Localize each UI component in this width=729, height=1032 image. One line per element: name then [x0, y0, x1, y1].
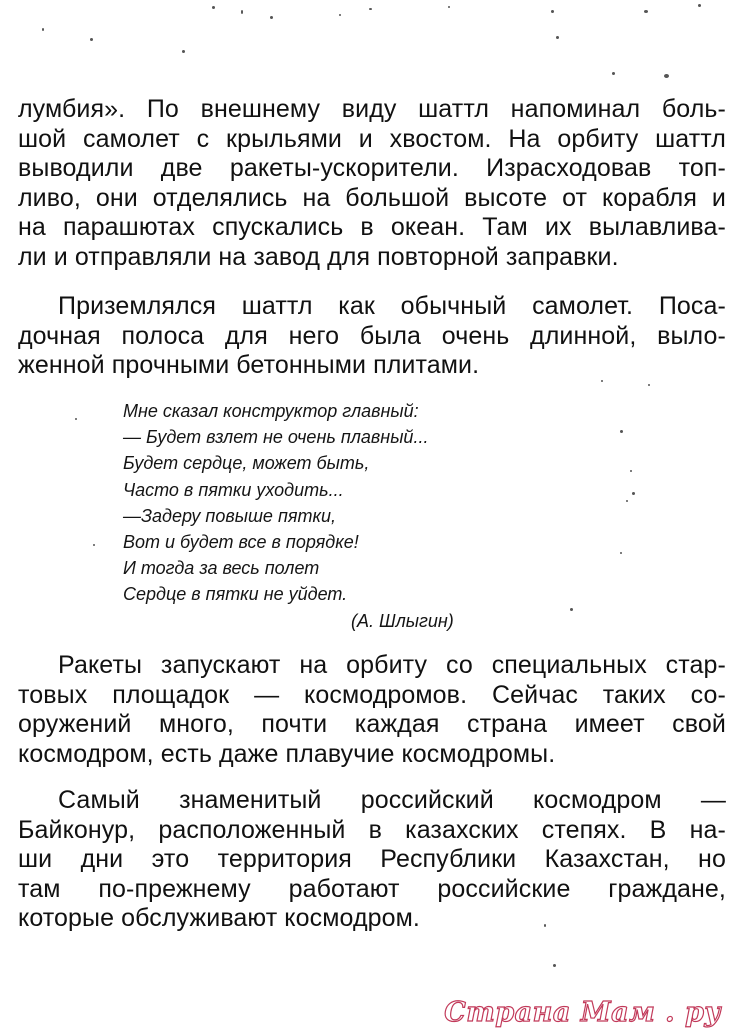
word: плавучие — [285, 739, 395, 768]
word: даже — [218, 739, 279, 768]
text-line — [18, 322, 726, 352]
word: спускались — [212, 213, 344, 241]
word: орбиту — [346, 651, 428, 679]
text-line — [18, 292, 726, 322]
word: парашютах — [63, 213, 195, 241]
scan-speck — [339, 14, 341, 16]
word: со- — [690, 680, 726, 709]
scan-speck — [570, 608, 573, 611]
word: очень — [441, 321, 510, 350]
word: ши — [18, 845, 53, 873]
scan-speck — [448, 6, 450, 8]
word: на- — [689, 815, 726, 844]
scan-speck — [212, 6, 215, 9]
word: обслуживают — [121, 904, 278, 932]
word: женной — [18, 351, 105, 379]
word: шаттл — [418, 95, 490, 123]
site-watermark: Страна Мам . ру — [444, 997, 721, 1028]
word: океан. — [390, 213, 466, 241]
word: знаменитый — [179, 786, 322, 814]
word: со — [445, 651, 473, 679]
word: граждане, — [608, 874, 726, 903]
word: страна — [467, 710, 548, 738]
text-line — [18, 845, 726, 875]
word: территория — [217, 845, 352, 873]
scan-speck — [612, 72, 615, 75]
word: орбиту — [557, 124, 639, 153]
text-line — [18, 95, 726, 125]
word: специальных — [491, 651, 647, 679]
word: это — [151, 845, 190, 873]
word: много, — [158, 710, 234, 738]
word: космодром, — [18, 739, 154, 768]
paragraph-4 — [18, 786, 726, 934]
word: космодромов. — [304, 680, 468, 709]
text-line — [18, 681, 726, 711]
word: заправки. — [505, 242, 619, 271]
word: степях. — [541, 815, 627, 844]
poem — [123, 398, 454, 634]
word: отправляли — [74, 242, 212, 271]
word: в — [368, 815, 382, 844]
word: высоте — [464, 183, 548, 212]
word: внешнему — [200, 95, 321, 123]
scan-speck — [620, 552, 622, 554]
word: длинной, — [530, 321, 637, 350]
word: крыльями — [226, 124, 342, 153]
scan-speck — [626, 500, 628, 502]
word: на — [218, 242, 247, 271]
word: дочная — [18, 321, 101, 350]
word: повторной — [377, 242, 499, 271]
word: Поса- — [658, 292, 726, 320]
scan-speck — [630, 470, 632, 472]
scan-speck — [241, 10, 243, 14]
poem-line: Часто в пятки уходить... — [123, 479, 344, 500]
word: ли — [18, 242, 47, 271]
word: вылавлива- — [588, 213, 726, 241]
scan-speck — [90, 38, 93, 41]
word: космодромы. — [401, 739, 556, 768]
scan-speck — [664, 74, 669, 78]
word: и — [711, 183, 726, 212]
word: Казахстан, — [544, 845, 670, 873]
poem-line: Мне сказал конструктор главный: — [123, 401, 419, 421]
scan-speck — [648, 384, 650, 386]
word: запускают — [160, 651, 281, 679]
scan-speck — [551, 10, 554, 13]
word: как — [338, 292, 375, 320]
word: на — [299, 651, 328, 679]
word: и — [53, 242, 68, 271]
word: самолет. — [532, 292, 634, 320]
text-line — [18, 243, 726, 273]
text-line — [18, 125, 726, 155]
word: для — [224, 321, 268, 350]
word: две — [160, 154, 203, 182]
word: плитами. — [373, 351, 480, 379]
word: Республики — [380, 845, 517, 873]
word: большой — [345, 183, 450, 212]
word: от — [562, 183, 588, 212]
scan-speck — [270, 16, 273, 19]
word: с — [196, 124, 210, 153]
word: прочными — [111, 351, 230, 379]
poem-line: Сердце в пятки не уйдет. — [123, 584, 348, 605]
scan-speck — [369, 8, 372, 10]
text-line — [18, 351, 726, 381]
word: Там — [482, 213, 528, 241]
word: шаттл — [655, 124, 726, 153]
scan-speck — [93, 544, 95, 546]
text-line — [18, 710, 726, 740]
text-line — [18, 154, 726, 184]
word: — — [700, 786, 726, 814]
word: шой — [18, 124, 67, 153]
word: российский — [360, 786, 494, 814]
word: полоса — [121, 321, 205, 350]
scan-speck — [644, 10, 648, 13]
word: которые — [18, 904, 115, 932]
text-line — [18, 875, 726, 905]
word: боль- — [661, 95, 726, 123]
word: Сейчас — [491, 680, 578, 709]
word: ливо, — [18, 183, 81, 212]
paragraph-2 — [18, 292, 726, 381]
word: площадок — [112, 680, 230, 709]
poem-line: —Задеру повыше пятки, — [123, 505, 336, 526]
word: виду — [341, 95, 397, 123]
word: ракеты-ускорители. — [229, 154, 459, 182]
word: российские — [437, 874, 571, 903]
word: работают — [288, 874, 400, 903]
word: оружений — [18, 710, 132, 738]
poem-line: Вот и будет все в порядке! — [123, 531, 359, 552]
word: обычный — [400, 292, 507, 320]
word: выводили — [18, 154, 134, 182]
text-line — [18, 816, 726, 846]
word: Байконур, — [18, 815, 136, 844]
word: В — [649, 815, 667, 844]
word: по-прежнему — [98, 874, 251, 903]
scan-speck — [620, 430, 623, 433]
word: свой — [672, 710, 726, 738]
scan-speck — [632, 492, 635, 495]
word: космодром — [533, 786, 662, 814]
poem-line: И тогда за весь полет — [123, 558, 320, 579]
scan-speck — [75, 418, 77, 420]
scan-speck — [182, 50, 185, 53]
word: напоминал — [510, 95, 641, 123]
poem-line: Будет сердце, может быть, — [123, 453, 370, 474]
word: на — [18, 213, 46, 241]
word: казахских — [405, 815, 519, 844]
word: отделялись — [152, 183, 288, 212]
word: него — [288, 321, 340, 350]
word: — — [254, 680, 280, 709]
word: почти — [261, 710, 328, 738]
word: топ- — [678, 154, 726, 182]
word: имеет — [574, 710, 645, 738]
word: они — [95, 183, 138, 212]
text-line — [18, 740, 726, 770]
word: На — [508, 124, 541, 153]
word: космодром. — [284, 904, 420, 932]
word: расположенный — [158, 815, 346, 844]
scan-speck — [42, 28, 44, 31]
word: но — [698, 845, 726, 873]
text-line — [18, 213, 726, 243]
word: товых — [18, 680, 88, 709]
word: там — [18, 874, 61, 903]
paragraph-1 — [18, 95, 726, 272]
word: для — [327, 242, 371, 271]
word: самолет — [83, 124, 180, 153]
text-line — [18, 904, 726, 934]
word: каждая — [354, 710, 440, 738]
paragraph-3 — [18, 651, 726, 769]
word: таких — [602, 680, 666, 709]
scan-speck — [698, 4, 701, 7]
word: выло- — [657, 321, 726, 350]
word: на — [302, 183, 331, 212]
word: лумбия». — [18, 95, 126, 123]
text-line — [18, 184, 726, 214]
text-line — [18, 786, 726, 816]
poem-line: — Будет взлет не очень плавный... — [123, 427, 429, 448]
word: Израсходовав — [486, 154, 652, 182]
word: завод — [253, 242, 321, 271]
word: и — [358, 124, 373, 153]
scan-speck — [553, 964, 556, 967]
word: есть — [160, 739, 212, 768]
text-line — [18, 651, 726, 681]
word: была — [359, 321, 422, 350]
word: корабля — [602, 183, 697, 212]
word: По — [146, 95, 179, 123]
word: Приземлялся — [58, 292, 216, 320]
scan-speck — [556, 36, 559, 39]
word: Ракеты — [58, 651, 143, 679]
poem-author: (А. Шлыгин) — [351, 610, 454, 631]
word: в — [360, 213, 374, 241]
word: дни — [80, 845, 124, 873]
word: их — [544, 213, 572, 241]
word: хвостом. — [389, 124, 492, 153]
word: бетонными — [236, 351, 367, 379]
word: стар- — [665, 651, 726, 679]
word: шаттл — [241, 292, 313, 320]
word: Самый — [58, 786, 140, 814]
